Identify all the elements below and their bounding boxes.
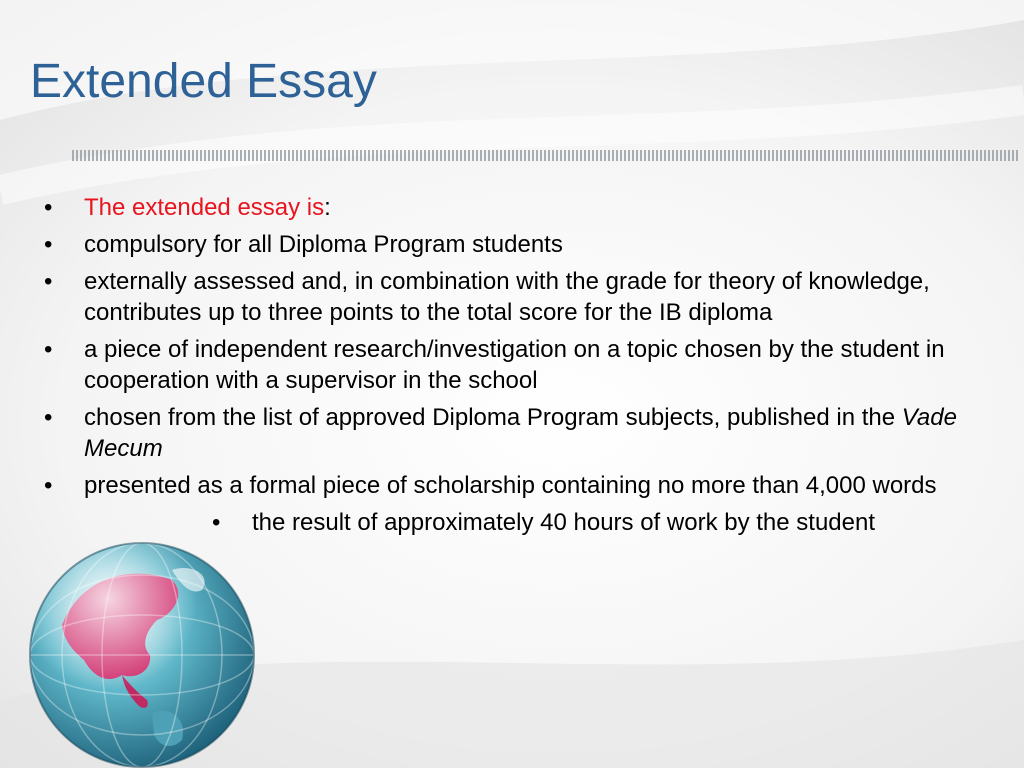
intro-colon: : bbox=[324, 194, 331, 221]
bullet-list bbox=[44, 192, 989, 544]
bullet-icon: • bbox=[44, 336, 53, 363]
bullet-icon: • bbox=[44, 231, 53, 258]
list-item-text: a piece of independent research/investigation on a topic chosen by the student in cooperation with a supervisor in the school bbox=[84, 336, 945, 394]
list-item bbox=[44, 192, 989, 223]
list-item bbox=[44, 266, 989, 328]
list-item bbox=[44, 470, 989, 501]
vade-mecum-title: Vade Mecum bbox=[84, 404, 957, 462]
list-item-text: chosen from the list of approved Diploma Program subjects, published in the bbox=[84, 404, 902, 431]
list-item bbox=[44, 402, 989, 464]
dotted-divider bbox=[72, 150, 1020, 161]
list-item-text: compulsory for all Diploma Program students bbox=[84, 231, 563, 258]
list-item bbox=[44, 334, 989, 396]
bullet-icon: • bbox=[44, 194, 53, 221]
bullet-icon: • bbox=[44, 404, 53, 431]
bullet-icon: • bbox=[212, 509, 221, 536]
list-item bbox=[44, 229, 989, 260]
globe-icon bbox=[22, 535, 262, 768]
sub-list-item-text: the result of approximately 40 hours of work by the student bbox=[252, 509, 876, 536]
slide-title: Extended Essay bbox=[30, 55, 377, 108]
list-item-text: presented as a formal piece of scholarship containing no more than 4,000 words bbox=[84, 472, 937, 499]
list-item-text: externally assessed and, in combination with the grade for theory of knowledge, contributes up to three points to the total score for the IB diploma bbox=[84, 268, 930, 326]
bullet-icon: • bbox=[44, 268, 53, 295]
intro-text: The extended essay is bbox=[84, 194, 325, 221]
sub-list-item bbox=[212, 507, 989, 538]
bullet-icon: • bbox=[44, 472, 53, 499]
